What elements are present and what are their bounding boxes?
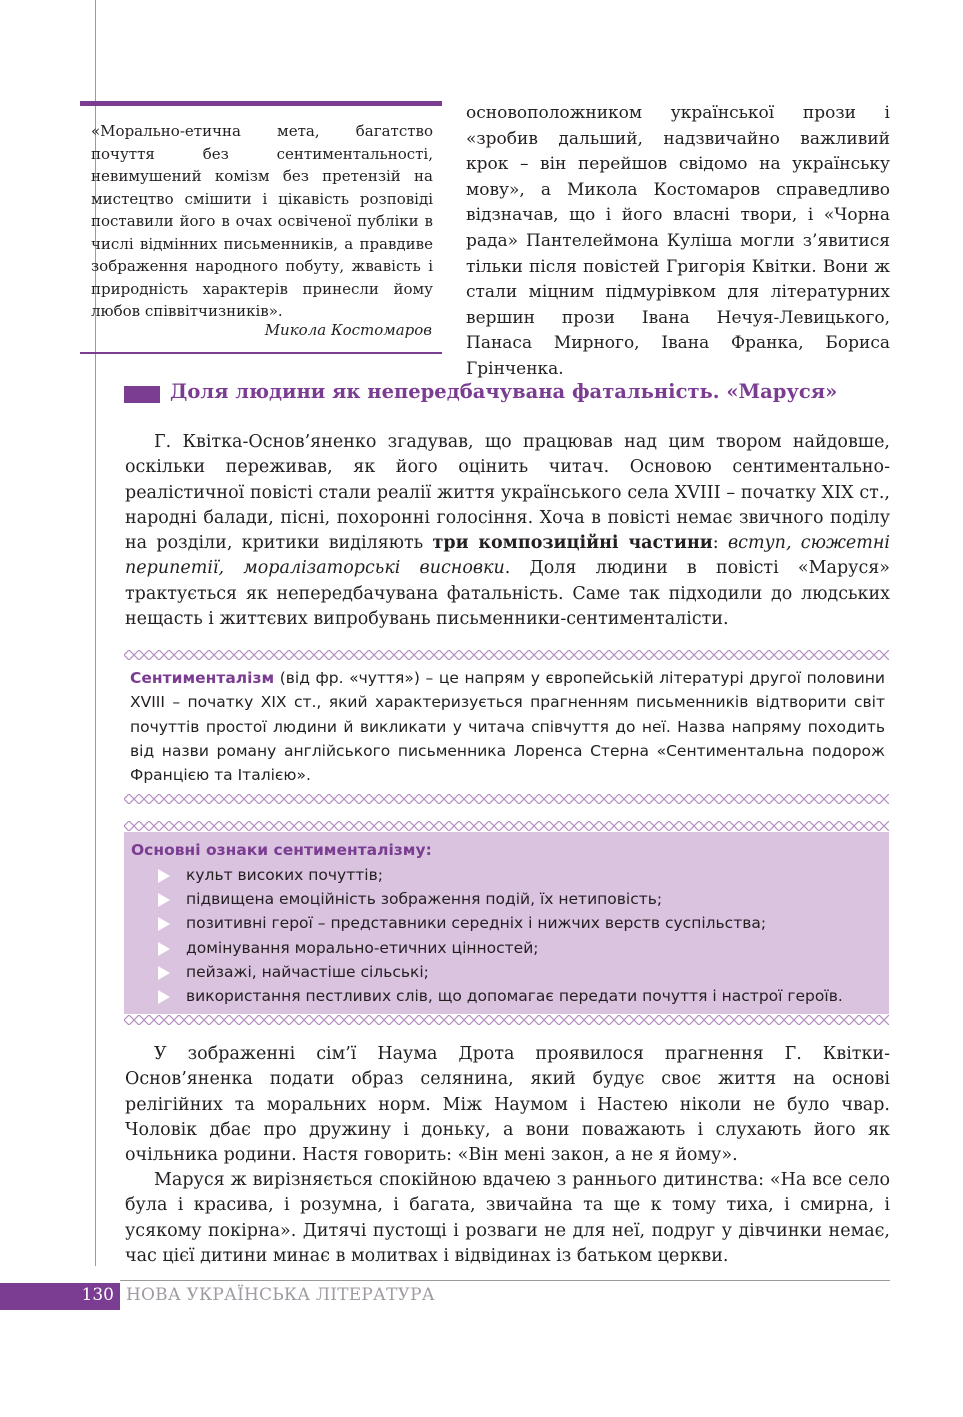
page-number: 130 — [81, 1285, 114, 1305]
list-item: підвищена емоційність зображення подій, їх нетиповість; — [158, 887, 843, 911]
quote-author: Микола Костомаров — [264, 321, 432, 339]
paragraph-intro-text-b: : — [712, 533, 728, 554]
features-list — [158, 863, 843, 1008]
paragraph-intro — [125, 430, 890, 632]
quote-box — [80, 101, 442, 354]
definition-body: (від фр. «чуття») – це напрям у європейській літературі другої половини XVIII – початку XIX ст., який характеризується прагненням письменників відтворити світ почуттів простої людини й викликати у читача співчуття до неї. Назва напряму походить від назви роману англійського письменника Лоренса Стерна «Сентиментальна подорож Францією та Італією». — [130, 669, 885, 785]
features-top-border — [124, 821, 889, 831]
section-heading: Доля людини як непередбачувана фатальність. «Маруся» — [170, 380, 838, 403]
triangle-bullet-icon — [158, 966, 170, 980]
definition-term: Сентименталізм — [130, 669, 275, 687]
definition-text — [130, 666, 885, 787]
triangle-bullet-icon — [158, 990, 170, 1004]
paragraph-marusia: Маруся ж вирізняється спокійною вдачею з раннього дитинства: «На все село була і красива, і розумна, і багата, звичайна та ще к тому тиха, і смирна, і усякому покірна». Дитячі пустощі і розваги не для неї, подруг у дівчинки немає, час цієї дитини минає в молитвах і відвідинах із батьком церкви. — [125, 1170, 890, 1266]
footer-rule — [120, 1280, 890, 1281]
list-item: домінування морально-етичних цінностей; — [158, 936, 843, 960]
definition-bottom-border — [124, 794, 889, 804]
paragraph-intro-italic: вступ, сюжетні перипетії, моралізаторські висновки — [125, 533, 890, 579]
paragraph-naum-family: У зображенні сім’ї Наума Дрота проявилося прагнення Г. Квітки-Основ’яненка подати образ селянина, який будує своє життя на основі релігійних та моральних норм. Між Наумом і Настею ніколи не було чвар. Чоловік дбає про дружину і доньку, а вони поважають і слухають його як очільника родини. Настя говорить: «Він мені закон, а не я йому». — [125, 1044, 890, 1166]
definition-box — [124, 661, 889, 793]
features-bottom-border — [124, 1015, 889, 1025]
quote-bottom-bar — [80, 352, 442, 354]
list-item: позитивні герої – представники середніх і нижчих верств суспільства; — [158, 911, 843, 935]
triangle-bullet-icon — [158, 893, 170, 907]
definition-top-border — [124, 650, 889, 660]
list-item: культ високих почуттів; — [158, 863, 843, 887]
triangle-bullet-icon — [158, 869, 170, 883]
list-item: використання пестливих слів, що допомагає передати почуття і настрої героїв. — [158, 984, 843, 1008]
right-column-text: основоположником української прози і «зробив дальший, надзвичайно важливий крок – він перейшов свідомо на українську мову», а Микола Костомаров справедливо відзначав, що і його власні твори, і «Чорна рада» Пантелеймона Куліша могли з’явитися тільки після повістей Григорія Квітки. Вони ж стали міцним підмурівком для літературних вершин прози Івана Нечуя-Левицького, Панаса Мирного, Івана Франка, Бориса Грінченка. — [466, 103, 890, 379]
features-title: Основні ознаки сентименталізму: — [131, 841, 432, 859]
quote-text: «Морально-етична мета, багатство почуття без сентиментальності, невимушений комізм без претензій на мистецтво смішити і цікавість розповіді поставили його в очах освіченої публіки в числі відмінних письменників, а правдиве зображення народного побуту, жвавість і природність характерів принесли йому любов співвітчизників». — [91, 122, 433, 320]
paragraph-intro-text-a: Г. Квітка-Основ’яненко згадував, що працював над цим твором найдовше, оскільки переживав, як його оцінить читач. Основою сентиментально-реалістичної повісті стали реалії життя українського села XVIII – початку XIX ст., народні балади, пісні, похоронні голосіння. Хоча в повісті немає звичного поділу на розділи, критики виділяють — [125, 432, 890, 554]
triangle-bullet-icon — [158, 917, 170, 931]
footer-book-title: НОВА УКРАЇНСЬКА ЛІТЕРАТУРА — [126, 1285, 435, 1305]
paragraph-intro-text-c: . Доля людини в повісті «Маруся» трактується як непередбачувана фатальність. Саме так підходили до людських нещасть і життєвих випробувань письменники-сентименталісти. — [125, 558, 890, 630]
list-item: пейзажі, найчастіше сільські; — [158, 960, 843, 984]
heading-marker — [124, 386, 160, 403]
features-box — [124, 832, 889, 1014]
quote-top-bar — [80, 101, 442, 106]
paragraph-intro-bold: три композиційні частини — [432, 533, 713, 554]
page-number-box — [0, 1283, 120, 1310]
triangle-bullet-icon — [158, 942, 170, 956]
